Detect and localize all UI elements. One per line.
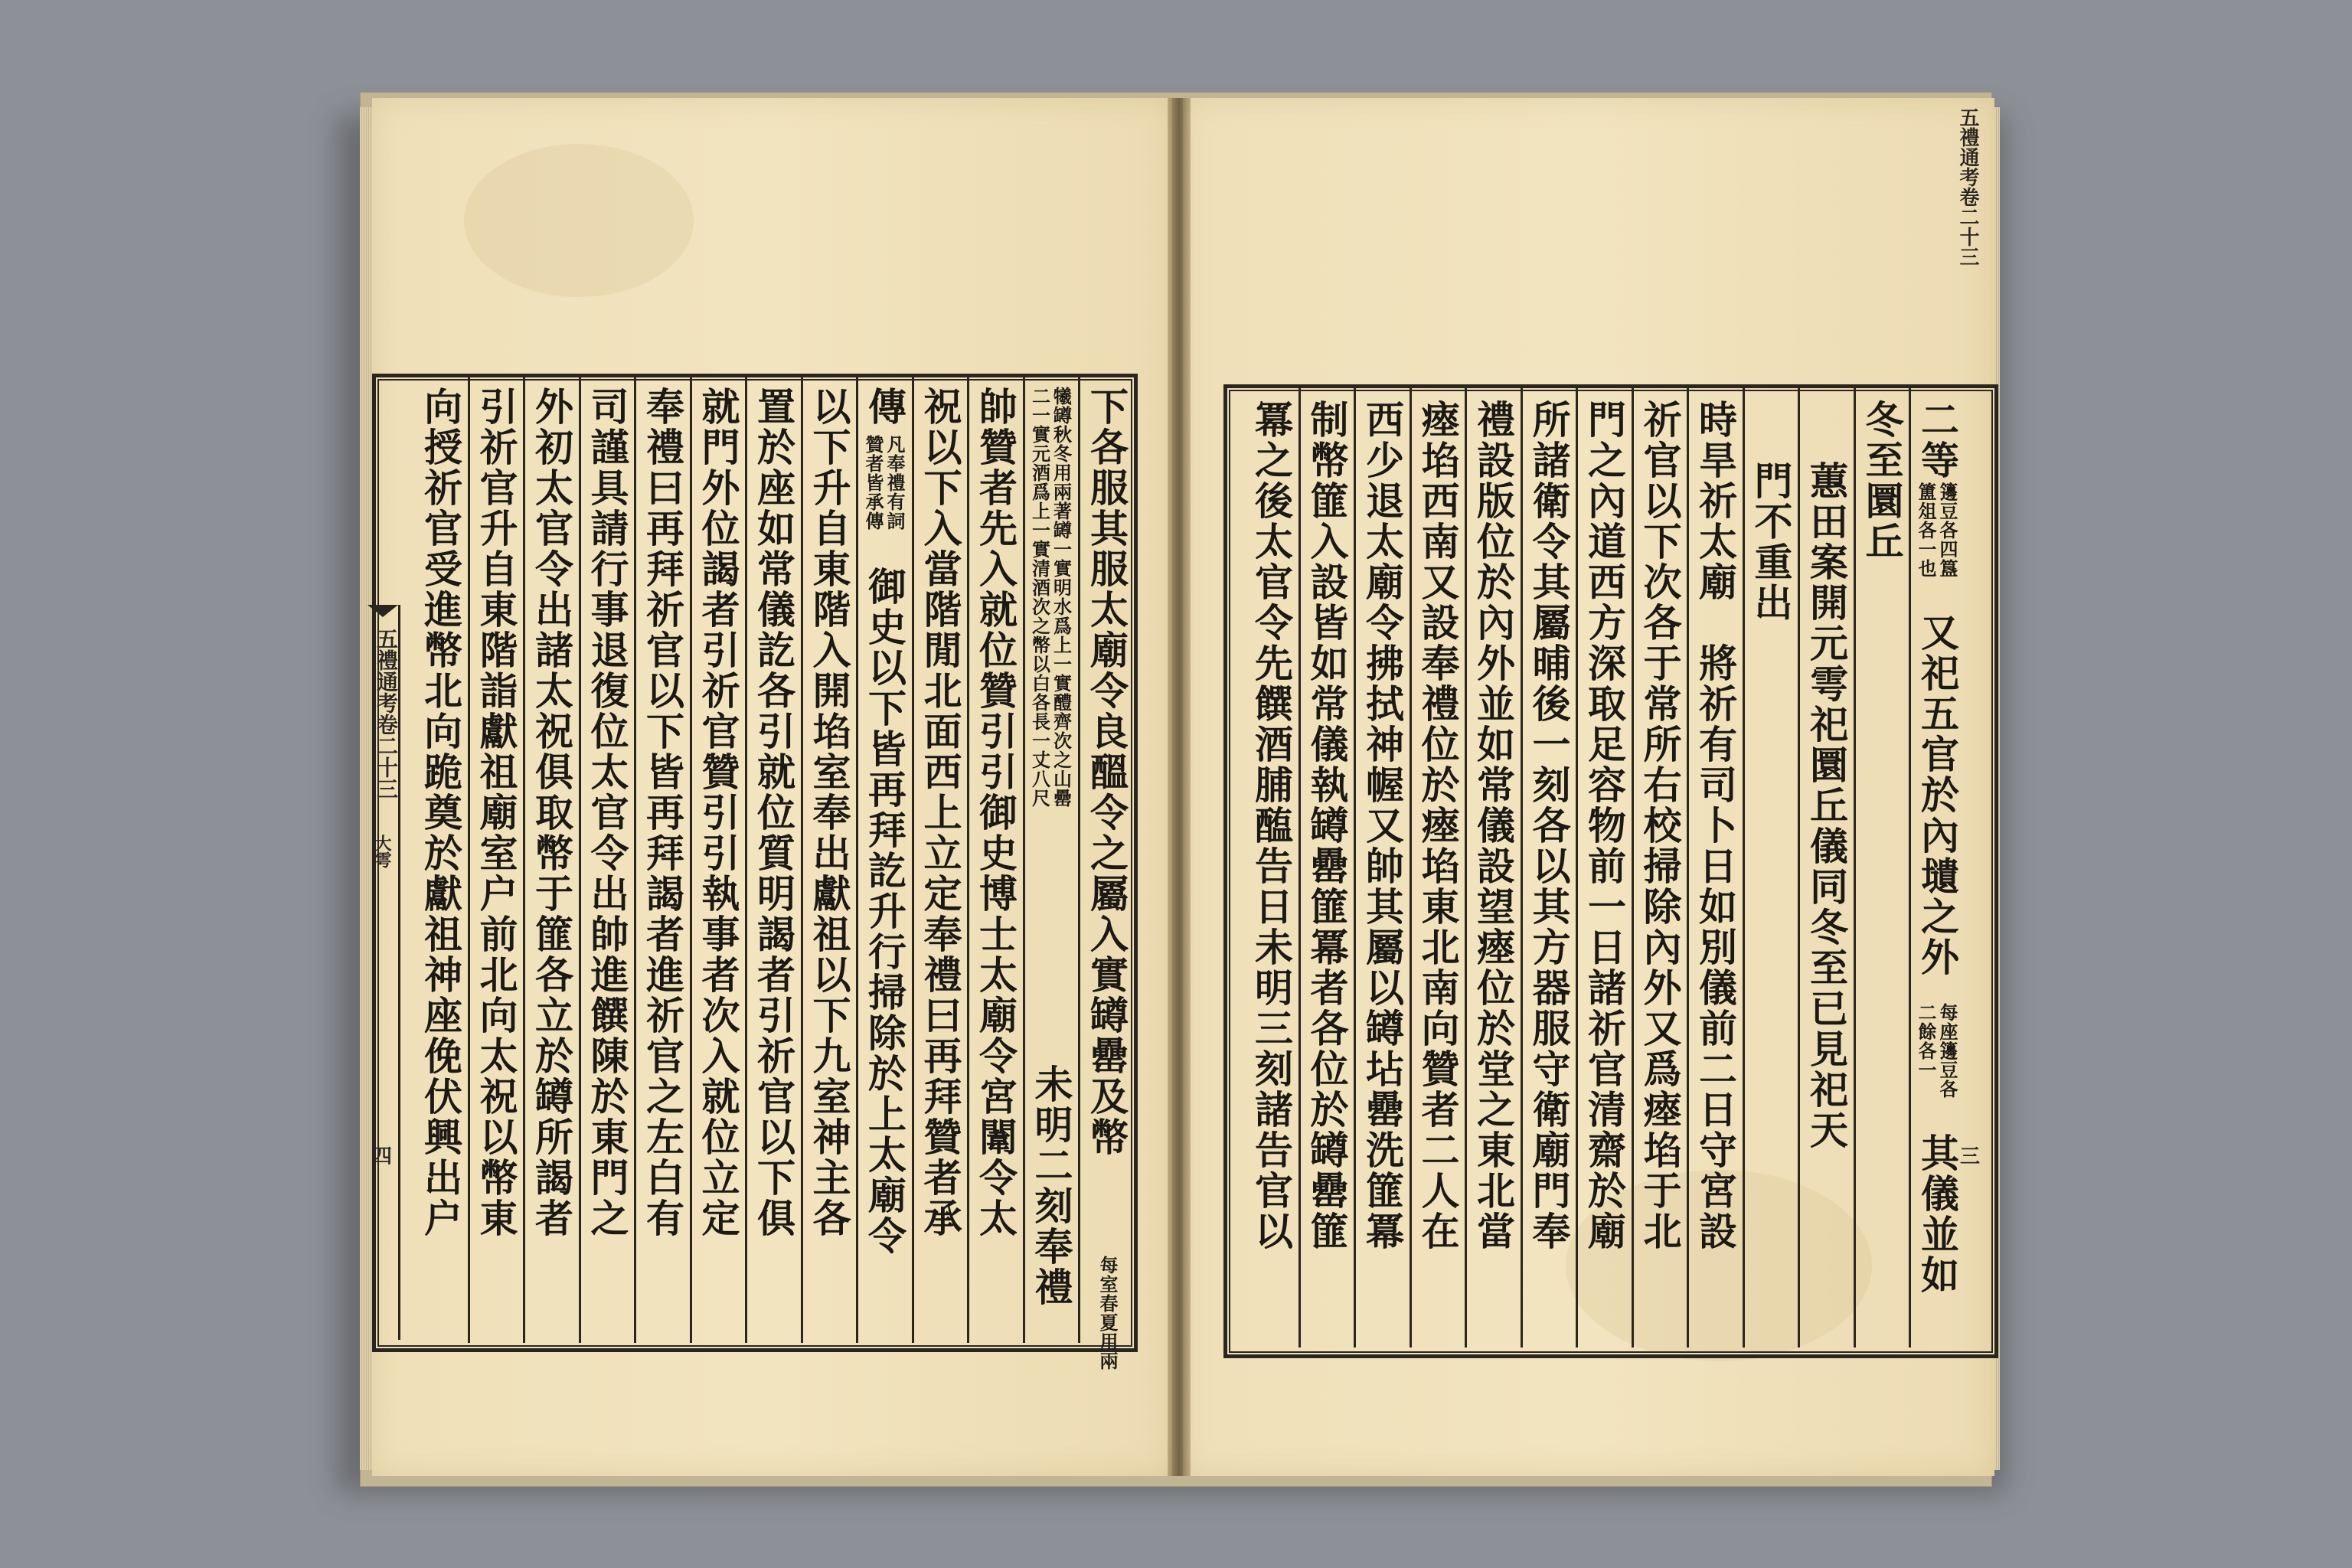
text-column: 向授祈官受進幣北向跪奠於獻祖神座俛伏興出户 xyxy=(418,387,463,1239)
text-column: 外初太官令出諸太祝俱取幣于篚各立於罇所謁者 xyxy=(529,387,574,1239)
column-rule xyxy=(1687,387,1689,1348)
banxin-center-column xyxy=(366,605,400,1340)
text-column: 祝以下入當階閒北面西上立定奉禮曰再拜贊者承 xyxy=(917,387,963,1239)
text-column: 司謹具請行事退復位太官令出帥進饌陳於東門之 xyxy=(584,387,630,1239)
inline-note: 犧罇秋冬用兩著罇一實明水爲上一實醴齊次之山罍 xyxy=(1050,387,1073,808)
banxin-title: 五禮通考卷二十三 xyxy=(374,628,399,799)
column-rule xyxy=(1743,387,1745,1348)
column-rule xyxy=(1298,387,1301,1348)
column-rule xyxy=(1023,377,1025,1343)
text-column: 置於座如常儀訖各引就位質明謁者引祈官以下俱 xyxy=(751,387,796,1239)
column-rule xyxy=(523,377,525,1343)
column-rule xyxy=(1854,387,1856,1348)
text-column: 就門外位謁者引祈官贊引引執事者次入就位立定 xyxy=(695,387,741,1239)
inline-note: 籩豆各四簋 xyxy=(1936,482,1958,578)
column-rule xyxy=(912,377,914,1343)
column-rule xyxy=(1354,387,1356,1348)
column-rule xyxy=(634,377,636,1343)
text-column: 又祀五官於內壝之外 xyxy=(1915,612,1960,978)
text-column: 帥贊者先入就位贊引引御史博士太廟令宮闈令太 xyxy=(973,387,1018,1239)
text-column: 所諸衛令其屬晡後一刻各以其方器服守衛廟門奉 xyxy=(1526,400,1572,1252)
column-rule xyxy=(1078,377,1080,1343)
text-column: 時旱祈太廟 將祈有司卜日如別儀前二日守宮設 xyxy=(1693,400,1738,1252)
column-rule xyxy=(1410,387,1412,1348)
column-rule xyxy=(690,377,692,1343)
inline-note: 凡奉禮有詞 xyxy=(884,435,906,531)
text-column: 冪之後太官令先饌酒脯醢告日未明三刻諸告官以 xyxy=(1249,400,1294,1252)
fish-tail-mark xyxy=(368,605,398,617)
column-rule xyxy=(1798,387,1800,1348)
text-column: 奉禮曰再拜祈官以下皆再拜謁者進祈官之左白有 xyxy=(640,387,685,1239)
column-rule xyxy=(1521,387,1523,1348)
text-column: 冬至圜丘 xyxy=(1859,400,1905,562)
banxin-section: 大雩 xyxy=(372,835,392,868)
right-page-folio: 三 xyxy=(1960,1145,1981,1168)
text-column: 御史以下皆再拜訖升行掃除於上太廟令 xyxy=(862,567,907,1256)
column-rule xyxy=(967,377,969,1343)
book-gutter xyxy=(1168,98,1191,1476)
text-column: 二等 xyxy=(1915,400,1960,481)
column-rule xyxy=(1576,387,1578,1348)
column-rule xyxy=(1465,387,1467,1348)
inline-note: 二一實元酒爲上一實清酒次之幣以白各長一丈八尺 xyxy=(1028,387,1051,808)
column-rule xyxy=(1632,387,1634,1348)
text-column: 制幣篚入設皆如常儀執罇罍篚冪者各位於罇罍篚 xyxy=(1304,400,1350,1252)
column-rule xyxy=(856,377,858,1343)
column-rule xyxy=(745,377,747,1343)
inline-note: 每室春夏用兩 xyxy=(1096,1256,1119,1370)
text-column: 祈官以下次各于常所右校掃除內外又爲瘞埳于北 xyxy=(1637,400,1683,1252)
text-column: 門之內道西方深取足容物前一日諸祈官清齋於廟 xyxy=(1582,400,1627,1252)
text-column: 西少退太廟令拂拭神幄又帥其屬以罇坫罍洗篚冪 xyxy=(1360,400,1405,1252)
inline-note: 每座籩豆各 xyxy=(1936,1003,1958,1099)
column-rule xyxy=(1909,387,1911,1348)
inline-note: 二餘各一 xyxy=(1915,1003,1937,1080)
text-column: 門不重出 xyxy=(1748,461,1794,623)
text-column: 禮設版位於內外並如常儀設望瘞位於堂之東北當 xyxy=(1471,400,1516,1252)
text-column: 未明二刻奉禮 xyxy=(1028,1064,1074,1308)
column-rule xyxy=(801,377,803,1343)
text-column: 蕙田案開元雩祀圜丘儀同冬至已見祀天 xyxy=(1804,461,1849,1151)
column-rule xyxy=(579,377,581,1343)
banxin-folio: 四 xyxy=(372,1145,393,1168)
text-column: 瘞埳西南又設奉禮位於瘞埳東北南向贊者二人在 xyxy=(1415,400,1461,1252)
text-column: 引祈官升自東階詣獻祖廟室户前北向太祝以幣東 xyxy=(473,387,519,1239)
text-column: 下各服其服太廟令良醞令之屬入實罇罍及幣 xyxy=(1084,387,1129,1158)
column-rule xyxy=(468,377,470,1343)
text-column: 以下升自東階入開埳室奉出獻祖以下九室神主各 xyxy=(806,387,852,1239)
right-running-head: 五禮通考卷二十三 xyxy=(1956,107,1979,266)
paper-stain xyxy=(464,144,694,297)
text-column: 其儀並如 xyxy=(1915,1133,1960,1295)
inline-note: 贊者皆承傳 xyxy=(862,435,884,531)
text-column: 傳 xyxy=(862,387,907,427)
inline-note: 簠俎各一也 xyxy=(1915,482,1937,578)
